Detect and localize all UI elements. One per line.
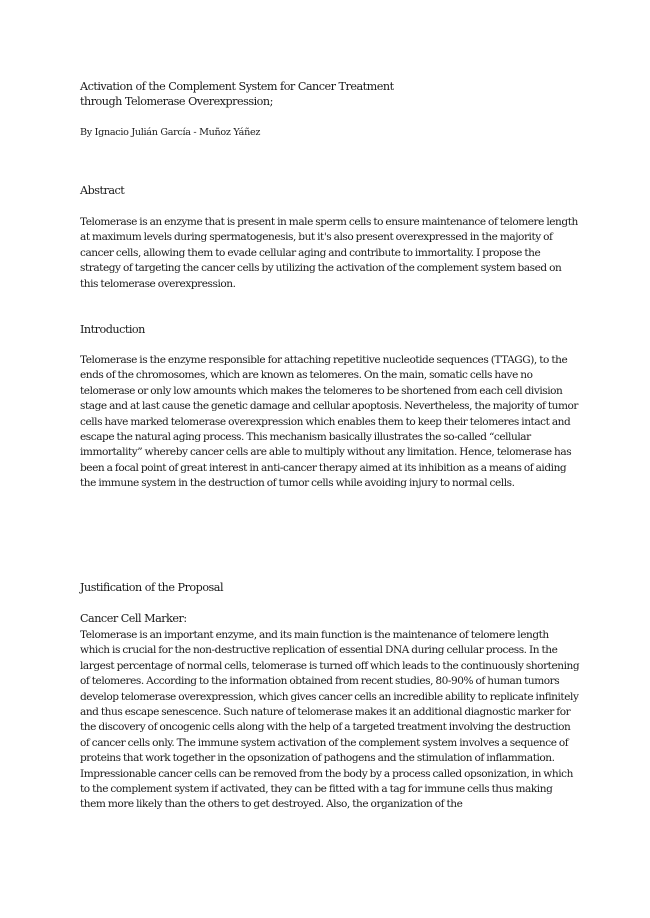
justification-paragraph: Telomerase is an important enzyme, and its main function is the maintenance of telomere length which is crucial for the non-destructive replication of essential DNA during cellular process. In the largest percentage of normal cells, telomerase is turned off which leads to the continuously shortening of telomeres. According to the information obtained from recent studies, 80-90% of human tumors develop telomerase overexpression, which gives cancer cells an incredible ability to replicate infinitely and thus escape senescence. Such nature of telomerase makes it an additional diagnostic marker for the discovery of oncogenic cells along with the help of a targeted treatment involving the destruction of cancer cells only. The immune system activation of the complement system involves a sequence of proteins that work together in the opsonization of pathogens and the stimulation of inflammation. Impressionable cancer cells can be removed from the body by a process called opsonization, in which to the complement system if activated, they can be fitted with a tag for immune cells thus making them more likely than the others to get destroyed. Also, the organization of the [80, 629, 580, 811]
document-title: Activation of the Complement System for Cancer Treatment through Telomerase Overexpression; [80, 80, 394, 108]
abstract-paragraph: Telomerase is an enzyme that is present in male sperm cells to ensure maintenance of telomere length at maximum levels during spermatogenesis, but it's also present overexpressed in the majority of cancer cells, allowing them to evade cellular aging and contribute to immortality. I propose the strategy of targeting the cancer cells by utilizing the activation of the complement system based on this telomerase overexpression. [80, 216, 578, 290]
author-line: By Ignacio Julián García - Muñoz Yáñez [80, 127, 261, 138]
title-block [80, 79, 600, 109]
introduction-heading: Introduction [80, 323, 145, 336]
abstract-heading: Abstract [80, 184, 125, 197]
justification-heading: Justification of the Proposal [80, 581, 224, 594]
introduction-paragraph: Telomerase is the enzyme responsible for attaching repetitive nucleotide sequences (TTAGG), to the ends of the chromosomes, which are known as telomeres. On the main, somatic cells have no telomerase or only low amounts which makes the telomeres to be shortened from each cell division stage and at last cause the genetic damage and cellular apoptosis. Nevertheless, the majority of tumor cells have marked telomerase overexpression which enables them to keep their telomeres intact and escape the natural aging process. This mechanism basically illustrates the so-called “cellular immortality” whereby cancer cells are able to multiply without any limitation. Hence, telomerase has been a focal point of great interest in anti-cancer therapy aimed at its inhibition as a means of aiding the immune system in the destruction of tumor cells while avoiding injury to normal cells. [80, 354, 579, 490]
cancer-cell-marker-subheading: Cancer Cell Marker: [80, 612, 187, 625]
